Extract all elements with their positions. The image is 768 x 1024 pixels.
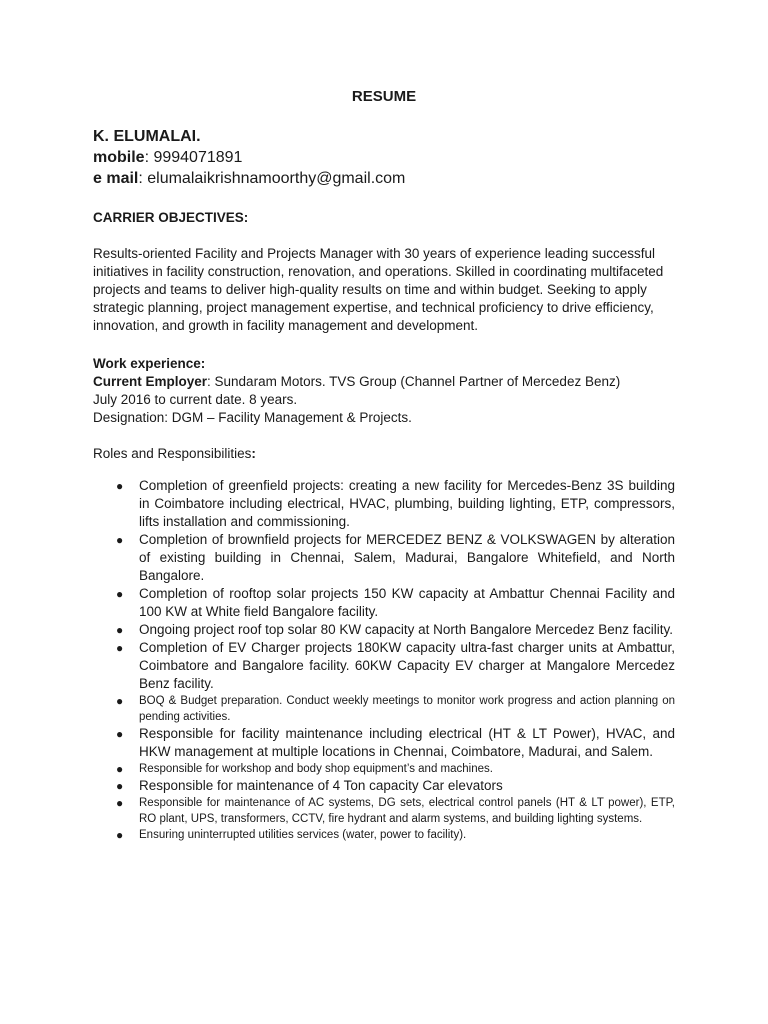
bullet-icon: ●	[116, 533, 124, 547]
list-item: ● Responsible for maintenance of AC systems, DG sets, electrical control panels (HT & LT power), ETP, RO plant, UPS, transformers, CCTV, fire hydrant and alarm systems, and building lighting systems.	[116, 796, 675, 825]
mobile-value: : 9994071891	[144, 149, 243, 166]
bullet-icon: ●	[116, 641, 124, 655]
work-experience-heading: Work experience:	[93, 356, 206, 371]
email-line	[93, 168, 675, 189]
roles-list	[93, 477, 675, 843]
list-item: ● Completion of rooftop solar projects 150 KW capacity at Ambattur Chennai Facility and 100 KW at White field Bangalore facility.	[116, 586, 675, 619]
employer-line	[93, 373, 675, 391]
bullet-icon: ●	[116, 479, 124, 493]
list-item: ● Completion of EV Charger projects 180KW capacity ultra-fast charger units at Ambattur, Coimbatore and Bangalore facility. 60KW Capacity EV charger at Mangalore Mercedez Benz facility.	[116, 640, 675, 691]
mobile-label: mobile	[93, 149, 145, 166]
bullet-icon: ●	[116, 694, 124, 708]
bullet-icon: ●	[116, 779, 124, 793]
objective-text: Results-oriented Facility and Projects Manager with 30 years of experience leading successful initiatives in facility construction, renovation, and operations. Skilled in coordinating multifaceted projects and teams to deliver high-quality results on time and within budget. Seeking to apply strategic planning, project management expertise, and technical proficiency to drive efficiency, innovation, and growth in facility management and development.	[93, 246, 664, 333]
roles-heading-colon: :	[251, 446, 256, 461]
resume-page	[93, 86, 675, 843]
list-item: ● Ensuring uninterrupted utilities services (water, power to facility).	[116, 828, 467, 842]
roles-heading-text: Roles and Responsibilities	[93, 446, 252, 461]
employer-label: Current Employer	[93, 374, 208, 389]
list-item: ● BOQ & Budget preparation. Conduct weekly meetings to monitor work progress and action planning on pending activities.	[116, 694, 675, 723]
bullet-icon: ●	[116, 587, 124, 601]
email-value: : elumalaikrishnamoorthy@gmail.com	[138, 170, 406, 187]
designation-line: Designation: DGM – Facility Management & Projects.	[93, 410, 412, 425]
list-item: ● Completion of brownfield projects for MERCEDEZ BENZ & VOLKSWAGEN by alteration of existing building in Chennai, Salem, Madurai, Bangalore Whitefield, and North Bangalore.	[116, 532, 675, 583]
list-item: ● Ongoing project roof top solar 80 KW capacity at North Bangalore Mercedez Benz facility.	[116, 622, 674, 637]
tenure-line: July 2016 to current date. 8 years.	[93, 392, 298, 407]
bullet-icon: ●	[116, 623, 124, 637]
document-title: RESUME	[351, 88, 417, 105]
list-item: ● Responsible for maintenance of 4 Ton capacity Car elevators	[116, 778, 503, 793]
bullet-icon: ●	[116, 828, 124, 842]
candidate-name: K. ELUMALAI.	[93, 128, 201, 145]
list-item: ● Responsible for workshop and body shop equipment’s and machines.	[116, 762, 493, 776]
list-item: ● Responsible for facility maintenance including electrical (HT & LT Power), HVAC, and HKW management at multiple locations in Chennai, Coimbatore, Madurai, and Salem.	[116, 726, 675, 759]
bullet-icon: ●	[116, 727, 124, 741]
roles-heading	[93, 445, 675, 463]
mobile-line	[93, 147, 675, 168]
bullet-icon: ●	[116, 762, 124, 776]
employer-value: : Sundaram Motors. TVS Group (Channel Partner of Mercedez Benz)	[207, 374, 621, 389]
email-label: e mail	[93, 170, 139, 187]
bullet-icon: ●	[116, 796, 124, 810]
list-item: ● Completion of greenfield projects: creating a new facility for Mercedes-Benz 3S building in Coimbatore including electrical, HVAC, plumbing, building lighting, ETP, compressors, lifts installation and commissioning.	[116, 478, 675, 529]
objective-heading: CARRIER OBJECTIVES:	[93, 210, 249, 225]
